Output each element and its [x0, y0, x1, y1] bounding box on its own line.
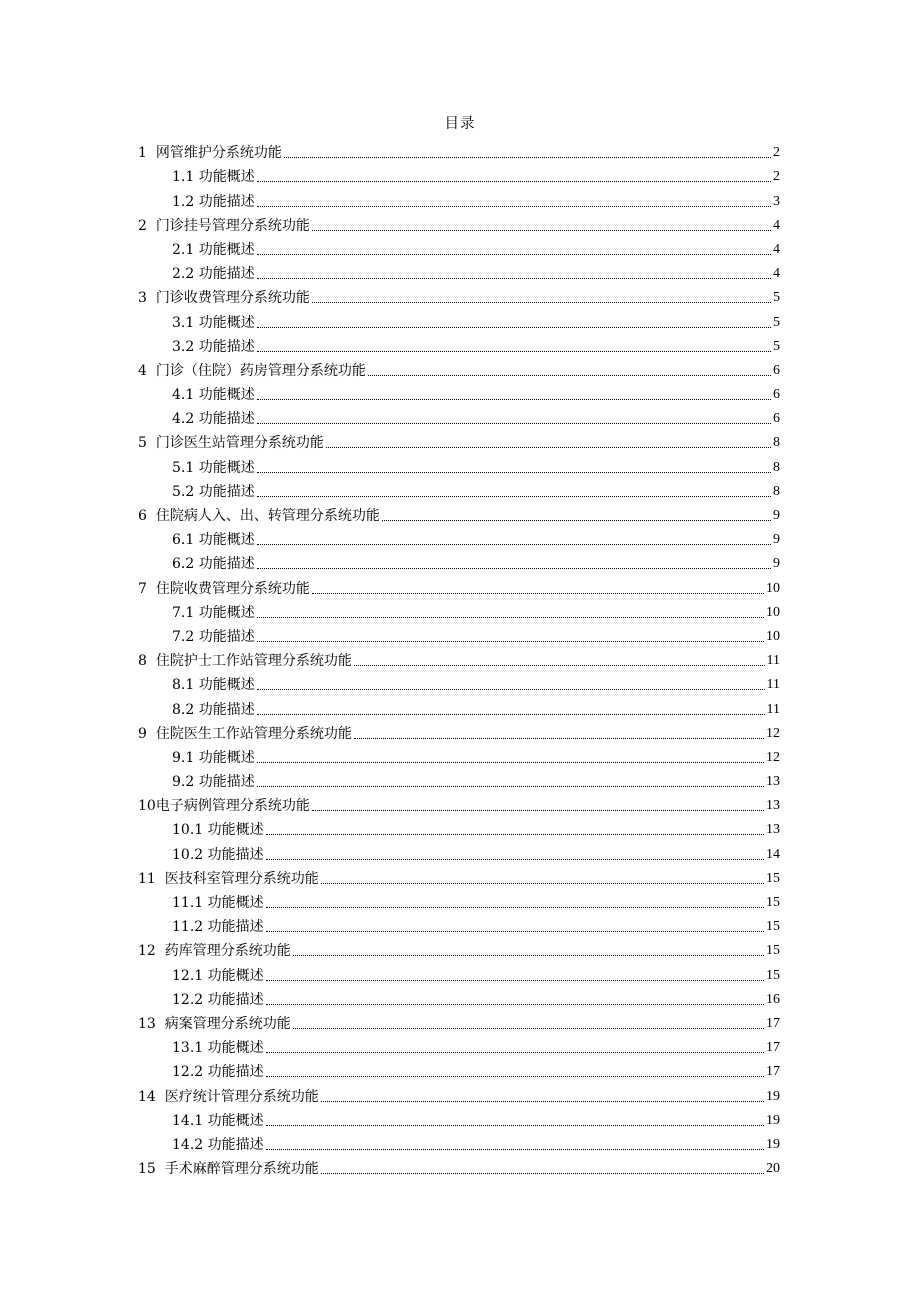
toc-section-entry[interactable]	[138, 477, 780, 501]
toc-entry-label	[138, 580, 310, 598]
toc-entry-number: 5	[138, 435, 147, 452]
toc-dot-leader	[257, 278, 771, 279]
toc-entry-label	[138, 918, 264, 936]
toc-entry-text: 门诊医生站管理分系统功能	[155, 435, 324, 452]
toc-page-number: 13	[766, 798, 780, 814]
toc-dot-leader	[257, 762, 764, 763]
toc-dot-leader	[257, 399, 771, 400]
toc-section-entry[interactable]	[138, 1033, 780, 1057]
toc-dot-leader	[266, 931, 764, 932]
toc-entry-label	[138, 870, 319, 888]
toc-page-number: 6	[773, 411, 780, 427]
toc-section-entry[interactable]	[138, 598, 780, 622]
toc-entry-text: 功能描述	[207, 846, 264, 863]
toc-entry-label	[138, 604, 255, 622]
toc-section-entry[interactable]	[138, 404, 780, 428]
toc-page-number: 10	[766, 604, 780, 620]
toc-entry-number: 2.2	[172, 266, 195, 283]
toc-dot-leader	[266, 980, 764, 981]
toc-section-entry[interactable]	[138, 332, 780, 356]
toc-section-entry[interactable]	[138, 452, 780, 476]
toc-entry-number: 6.1	[172, 532, 195, 549]
toc-title: 目录	[444, 116, 476, 132]
toc-page-number: 9	[773, 556, 780, 572]
toc-chapter-entry[interactable]	[138, 428, 780, 452]
toc-entry-number: 10	[138, 798, 156, 815]
toc-entry-label	[138, 773, 255, 791]
toc-chapter-entry[interactable]	[138, 211, 780, 235]
toc-page-number: 17	[766, 1064, 780, 1080]
toc-dot-leader	[368, 375, 771, 376]
toc-page-number: 4	[773, 241, 780, 257]
toc-entry-label	[138, 652, 352, 670]
toc-entry-number: 12.2	[172, 991, 204, 1008]
toc-page-number: 11	[766, 653, 780, 669]
toc-entry-number: 4	[138, 362, 147, 379]
toc-entry-number: 2.1	[172, 241, 195, 258]
toc-dot-leader	[354, 738, 764, 739]
toc-entry-text: 手术麻醉管理分系统功能	[164, 1161, 319, 1178]
toc-dot-leader	[257, 641, 764, 642]
toc-chapter-entry[interactable]	[138, 646, 780, 670]
toc-entry-separator	[147, 218, 156, 234]
toc-dot-leader	[257, 496, 771, 497]
toc-page-number: 13	[766, 774, 780, 790]
toc-entry-separator	[147, 508, 156, 524]
toc-entry-text: 功能描述	[198, 266, 255, 283]
toc-entry-separator	[147, 363, 156, 379]
toc-section-entry[interactable]	[138, 186, 780, 210]
toc-page-number: 15	[766, 870, 780, 886]
toc-dot-leader	[266, 1004, 764, 1005]
toc-page-number: 16	[766, 991, 780, 1007]
toc-page-number: 14	[766, 846, 780, 862]
toc-page-number: 4	[773, 266, 780, 282]
toc-entry-text: 功能描述	[198, 628, 255, 645]
toc-section-entry[interactable]	[138, 549, 780, 573]
toc-dot-leader	[284, 157, 771, 158]
toc-entry-separator	[147, 653, 156, 669]
toc-dot-leader	[312, 810, 764, 811]
toc-entry-label	[138, 797, 310, 815]
toc-entry-number: 11	[138, 870, 156, 887]
toc-entry-label	[138, 193, 255, 211]
toc-entry-number: 7.1	[172, 604, 195, 621]
toc-entry-text: 功能概述	[198, 532, 255, 549]
toc-dot-leader	[293, 1028, 764, 1029]
toc-entry-label	[138, 846, 264, 864]
toc-section-entry[interactable]	[138, 670, 780, 694]
toc-chapter-entry[interactable]	[138, 1154, 780, 1178]
toc-entry-text: 住院病人入、出、转管理分系统功能	[155, 508, 380, 524]
toc-section-entry[interactable]	[138, 235, 780, 259]
toc-entry-text: 功能描述	[198, 411, 255, 428]
toc-page-number: 2	[773, 169, 780, 185]
toc-entry-text: 功能描述	[198, 774, 255, 791]
toc-page-number: 19	[766, 1088, 780, 1104]
toc-entry-label	[138, 144, 282, 162]
toc-entry-text: 功能概述	[198, 604, 255, 621]
toc-entry-label	[138, 1039, 264, 1057]
toc-entry-number: 14.2	[172, 1136, 204, 1153]
toc-page-number: 12	[766, 749, 780, 765]
toc-chapter-entry[interactable]	[138, 501, 780, 525]
toc-dot-leader	[321, 883, 764, 884]
toc-page-number: 19	[766, 1136, 780, 1152]
toc-entry-number: 14	[138, 1088, 156, 1105]
toc-entry-text: 功能描述	[207, 1064, 264, 1081]
toc-dot-leader	[354, 665, 765, 666]
toc-entry-text: 医技科室管理分系统功能	[164, 870, 319, 887]
toc-entry-number: 12.2	[172, 1064, 204, 1081]
toc-entry-separator	[147, 435, 156, 451]
toc-dot-leader	[257, 423, 771, 424]
toc-entry-number: 11.1	[172, 895, 204, 911]
toc-entry-label	[138, 241, 255, 259]
toc-page-number: 6	[773, 362, 780, 378]
toc-entry-label	[138, 265, 255, 283]
toc-page-number: 17	[766, 1015, 780, 1031]
toc-entry-text: 功能概述	[207, 967, 264, 984]
toc-page-number: 11	[766, 677, 780, 693]
toc-entry-number: 5.1	[172, 459, 195, 476]
toc-section-entry[interactable]	[138, 622, 780, 646]
toc-dot-leader	[257, 689, 765, 690]
toc-entry-label	[138, 821, 264, 839]
toc-entry-label	[138, 338, 255, 356]
toc-entry-label	[138, 168, 255, 186]
toc-page-number: 2	[773, 145, 780, 161]
toc-entry-text: 功能概述	[198, 677, 255, 694]
toc-entry-number: 4.1	[172, 387, 195, 404]
toc-page-number: 5	[773, 338, 780, 354]
toc-dot-leader	[257, 351, 771, 352]
toc-dot-leader	[257, 254, 771, 255]
toc-entry-number: 14.1	[172, 1112, 204, 1129]
toc-dot-leader	[257, 327, 771, 328]
toc-section-entry[interactable]	[138, 767, 780, 791]
toc-entry-label	[138, 555, 255, 573]
toc-dot-leader	[293, 955, 764, 956]
toc-entry-number: 15	[138, 1161, 156, 1178]
toc-page-number: 10	[766, 580, 780, 596]
toc-dot-leader	[266, 859, 764, 860]
toc-entry-separator	[147, 581, 156, 597]
toc-page-number: 17	[766, 1040, 780, 1056]
toc-page-number: 12	[766, 725, 780, 741]
toc-section-entry[interactable]	[138, 694, 780, 718]
toc-entry-text: 医疗统计管理分系统功能	[164, 1088, 319, 1105]
toc-entry-separator	[147, 290, 156, 306]
toc-dot-leader	[257, 714, 765, 715]
toc-entry-text: 住院收费管理分系统功能	[155, 580, 310, 597]
toc-chapter-entry[interactable]	[138, 936, 780, 960]
toc-entry-text: 网管维护分系统功能	[155, 145, 282, 162]
toc-entry-text: 功能描述	[198, 338, 255, 355]
toc-chapter-entry[interactable]	[138, 864, 780, 888]
toc-page-number: 13	[766, 822, 780, 838]
toc-entry-text: 药库管理分系统功能	[164, 943, 291, 960]
toc-dot-leader	[266, 1149, 764, 1150]
toc-entry-number: 5.2	[172, 483, 195, 500]
toc-entry-number: 10.2	[172, 846, 204, 863]
toc-dot-leader	[321, 1173, 764, 1174]
toc-dot-leader	[257, 568, 771, 569]
toc-section-entry[interactable]	[138, 985, 780, 1009]
toc-section-entry[interactable]	[138, 1057, 780, 1081]
toc-entry-separator	[156, 871, 165, 887]
toc-section-entry[interactable]	[138, 259, 780, 283]
toc-entry-number: 13	[138, 1015, 156, 1032]
toc-dot-leader	[266, 907, 764, 908]
toc-dot-leader	[257, 544, 771, 545]
toc-entry-text: 住院医生工作站管理分系统功能	[155, 725, 352, 742]
toc-entry-text: 功能描述	[198, 701, 255, 718]
toc-entry-label	[138, 749, 255, 767]
toc-page-number: 5	[773, 314, 780, 330]
toc-entry-label	[138, 967, 264, 985]
toc-entry-text: 功能描述	[207, 919, 264, 936]
toc-section-entry[interactable]	[138, 1130, 780, 1154]
toc-dot-leader	[312, 593, 764, 594]
toc-chapter-entry[interactable]	[138, 573, 780, 597]
toc-dot-leader	[266, 1125, 764, 1126]
toc-chapter-entry[interactable]	[138, 283, 780, 307]
toc-page-number: 11	[766, 701, 780, 717]
toc-page-number: 9	[773, 508, 780, 523]
toc-entry-number: 7.2	[172, 628, 195, 645]
toc-dot-leader	[257, 206, 771, 207]
toc-dot-leader	[326, 447, 771, 448]
toc-chapter-entry[interactable]	[138, 356, 780, 380]
toc-entry-label	[138, 314, 255, 332]
toc-entry-text: 门诊挂号管理分系统功能	[155, 217, 310, 234]
toc-entry-number: 3.2	[172, 338, 195, 355]
toc-page-number: 20	[766, 1161, 780, 1177]
toc-entry-number: 9	[138, 725, 147, 742]
toc-entry-number: 12	[138, 943, 156, 960]
toc-dot-leader	[312, 230, 771, 231]
toc-entry-label	[138, 1063, 264, 1081]
toc-entry-separator	[147, 726, 156, 742]
toc-dot-leader	[257, 181, 771, 182]
toc-dot-leader	[257, 617, 764, 618]
toc-page-number: 8	[773, 459, 780, 475]
toc-entry-number: 4.2	[172, 411, 195, 428]
toc-entry-text: 功能描述	[207, 991, 264, 1008]
toc-chapter-entry[interactable]	[138, 1081, 780, 1105]
toc-entry-number: 12.1	[172, 967, 204, 984]
toc-section-entry[interactable]	[138, 162, 780, 186]
toc-entry-text: 功能概述	[198, 241, 255, 258]
toc-page-number: 8	[773, 435, 780, 451]
toc-entry-label	[138, 1015, 291, 1033]
toc-entry-number: 6.2	[172, 556, 195, 573]
toc-section-entry[interactable]	[138, 307, 780, 331]
toc-entry-text: 功能概述	[207, 822, 264, 839]
toc-entry-label	[138, 1112, 264, 1130]
toc-section-entry[interactable]	[138, 525, 780, 549]
toc-entry-text: 功能描述	[207, 1136, 264, 1153]
toc-page-number: 19	[766, 1112, 780, 1128]
toc-page-number: 10	[766, 628, 780, 644]
toc-entry-text: 功能概述	[198, 314, 255, 331]
toc-entry-text: 功能描述	[198, 193, 255, 210]
toc-entry-text: 功能概述	[207, 1112, 264, 1129]
toc-page-number: 15	[766, 967, 780, 983]
toc-entry-text: 住院护士工作站管理分系统功能	[155, 653, 352, 670]
toc-entry-label	[138, 1136, 264, 1154]
toc-entry-label	[138, 410, 255, 428]
toc-entry-label	[138, 1088, 319, 1106]
toc-page-number: 3	[773, 193, 780, 209]
toc-entry-label	[138, 1160, 319, 1178]
toc-dot-leader	[257, 786, 764, 787]
toc-entry-separator	[147, 145, 156, 161]
toc-entry-text: 功能描述	[198, 483, 255, 500]
toc-dot-leader	[257, 472, 771, 473]
toc-section-entry[interactable]	[138, 888, 780, 912]
toc-entry-label	[138, 531, 255, 549]
toc-entry-label	[138, 894, 264, 912]
toc-entry-label	[138, 628, 255, 646]
toc-section-entry[interactable]	[138, 743, 780, 767]
toc-entry-separator	[156, 943, 165, 959]
toc-section-entry[interactable]	[138, 1106, 780, 1130]
toc-entry-text: 电子病例管理分系统功能	[155, 798, 310, 815]
toc-entry-number: 8.1	[172, 677, 195, 694]
toc-entry-label	[138, 289, 310, 307]
toc-entry-text: 功能概述	[198, 749, 255, 766]
toc-entry-text: 功能概述	[198, 387, 255, 404]
toc-entry-text: 功能概述	[207, 1040, 264, 1057]
toc-entry-label	[138, 725, 352, 743]
toc-entry-label	[138, 507, 380, 525]
toc-entry-text: 病案管理分系统功能	[164, 1015, 291, 1032]
toc-section-entry[interactable]	[138, 839, 780, 863]
toc-entry-separator	[156, 1089, 165, 1105]
toc-entry-separator	[156, 1016, 165, 1032]
toc-entry-number: 1.2	[172, 193, 195, 210]
toc-entry-number: 9.2	[172, 774, 195, 791]
toc-page-number: 9	[773, 532, 780, 548]
toc-entry-number: 8.2	[172, 701, 195, 718]
toc-dot-leader	[312, 302, 771, 303]
toc-entry-number: 11.2	[172, 919, 204, 936]
toc-entry-label	[138, 217, 310, 235]
toc-entry-text: 功能概述	[207, 895, 264, 911]
toc-dot-leader	[266, 1076, 764, 1077]
toc-entry-text: 功能描述	[198, 556, 255, 573]
toc-entry-number: 3.1	[172, 314, 195, 331]
toc-entry-label	[138, 434, 324, 452]
toc-chapter-entry[interactable]	[138, 138, 780, 162]
toc-entry-number: 2	[138, 217, 147, 234]
toc-entry-label	[138, 676, 255, 694]
toc-page-number: 15	[766, 895, 780, 910]
toc-page-number: 5	[773, 290, 780, 306]
toc-entry-label	[138, 991, 264, 1009]
toc-list	[138, 138, 780, 1178]
toc-dot-leader	[321, 1101, 764, 1102]
toc-entry-text: 门诊收费管理分系统功能	[155, 290, 310, 307]
toc-chapter-entry[interactable]	[138, 791, 780, 815]
toc-chapter-entry[interactable]	[138, 1009, 780, 1033]
toc-section-entry[interactable]	[138, 380, 780, 404]
toc-page-number: 15	[766, 943, 780, 959]
toc-page-number: 15	[766, 919, 780, 935]
toc-section-entry[interactable]	[138, 815, 780, 839]
toc-page-number: 6	[773, 387, 780, 403]
toc-dot-leader	[266, 834, 764, 835]
toc-entry-number: 1	[138, 145, 147, 162]
toc-dot-leader	[266, 1052, 764, 1053]
toc-entry-label	[138, 362, 366, 380]
toc-chapter-entry[interactable]	[138, 719, 780, 743]
toc-entry-label	[138, 701, 255, 719]
toc-section-entry[interactable]	[138, 912, 780, 936]
toc-entry-text: 门诊（住院）药房管理分系统功能	[155, 362, 366, 379]
toc-section-entry[interactable]	[138, 960, 780, 984]
toc-entry-number: 8	[138, 653, 147, 670]
toc-entry-number: 7	[138, 580, 147, 597]
toc-entry-number: 13.1	[172, 1040, 204, 1057]
toc-entry-number: 3	[138, 290, 147, 307]
toc-entry-text: 功能概述	[198, 459, 255, 476]
toc-entry-number: 1.1	[172, 169, 195, 186]
toc-entry-label	[138, 386, 255, 404]
toc-entry-label	[138, 942, 291, 960]
toc-entry-text: 功能概述	[198, 169, 255, 186]
toc-page-number: 4	[773, 217, 780, 233]
toc-page-number: 8	[773, 483, 780, 499]
toc-entry-label	[138, 483, 255, 501]
toc-dot-leader	[382, 520, 771, 521]
toc-entry-label	[138, 459, 255, 477]
toc-entry-number: 6	[138, 508, 147, 524]
toc-entry-number: 9.1	[172, 749, 195, 766]
toc-entry-separator	[156, 1161, 165, 1177]
toc-entry-number: 10.1	[172, 822, 204, 839]
